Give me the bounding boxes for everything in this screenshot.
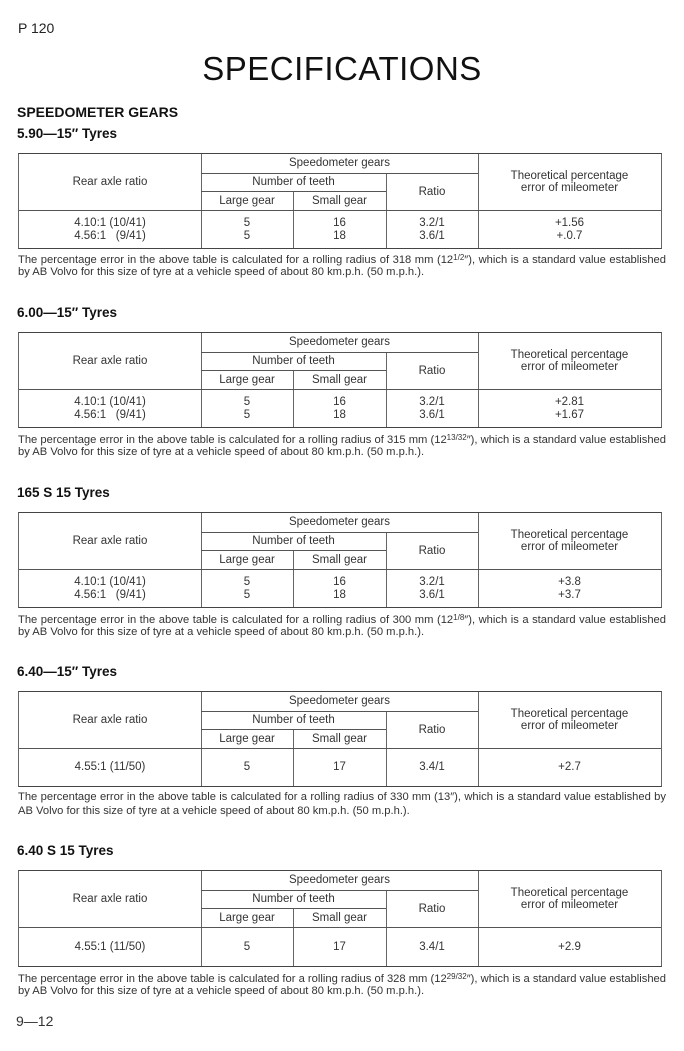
speedometer-gears-table (18, 153, 662, 249)
header-number-of-teeth: Number of teeth (252, 355, 335, 368)
tyre-size-heading: 6.40—15″ Tyres (17, 664, 118, 679)
header-number-of-teeth: Number of teeth (252, 176, 335, 189)
tyre-size-heading: 5.90—15″ Tyres (17, 126, 118, 141)
page-title: SPECIFICATIONS (202, 50, 482, 87)
header-large-gear: Large gear (219, 194, 275, 207)
cell-ratio: 3.4/1 (419, 940, 445, 953)
table-header (19, 871, 661, 928)
header-rear-axle-ratio: Rear axle ratio (72, 354, 148, 367)
cell-rear-axle-ratio: 4.10:1 (10/41) (74, 396, 146, 409)
footnote-text: The percentage error in the above table is calculated for a rolling radius of 330 mm (13″), which is a standard value established by AB Volvo for this size of tyre at a vehicle speed of about 80 km.p.h. (50 m.p.h.). (18, 791, 666, 817)
header-ratio: Ratio (418, 723, 446, 736)
header-large-gear: Large gear (219, 373, 275, 386)
footnote-text: The percentage error in the above table is calculated for a rolling radius of 328 mm (12 (18, 973, 447, 985)
table-body (19, 390, 661, 427)
speedometer-gears-table (18, 332, 662, 428)
cell-rear-axle-ratio-column (19, 390, 201, 427)
cell-small-gear-column (293, 570, 386, 607)
cell-ratio: 3.2/1 (419, 576, 445, 589)
cell-large-gear-column (201, 749, 293, 786)
header-small-gear: Small gear (312, 911, 367, 924)
header-small-gear: Small gear (312, 194, 367, 207)
footnote-text-end: ″), which is a standard value established by AB Volvo for this size of tyre at a vehicle speed of about 80 km.p.h. (50 m.p.h.). (18, 254, 666, 278)
cell-large-gear: 5 (243, 408, 251, 421)
cell-error-column (478, 390, 661, 427)
tyre-size-heading: 6.00—15″ Tyres (17, 305, 118, 320)
cell-large-gear-column (201, 211, 293, 248)
cell-ratio-column (386, 928, 478, 966)
cell-ratio-column (386, 390, 478, 427)
page-number: P 120 (18, 20, 55, 36)
cell-ratio-column (386, 749, 478, 786)
cell-rear-axle-ratio-column (19, 570, 201, 607)
header-theoretical-error (478, 333, 661, 389)
cell-error: +2.7 (558, 761, 581, 774)
speedometer-gears-table (18, 512, 662, 608)
header-theoretical-error-line2: error of mileometer (520, 361, 619, 373)
header-small-gear: Small gear (312, 553, 367, 566)
cell-ratio: 3.6/1 (419, 229, 445, 242)
cell-small-gear-column (293, 749, 386, 786)
cell-small-gear: 16 (333, 576, 346, 589)
cell-large-gear: 5 (243, 940, 251, 953)
cell-error: +2.81 (554, 396, 585, 409)
footnote-fraction: 13/32 (446, 433, 467, 442)
cell-rear-axle-ratio: 4.56:1 (9/41) (74, 229, 146, 242)
header-number-of-teeth: Number of teeth (252, 535, 335, 548)
table-body (19, 211, 661, 248)
cell-error: +.0.7 (556, 229, 583, 242)
table-body (19, 749, 661, 786)
header-theoretical-error-line1: Theoretical percentage (510, 886, 629, 899)
cell-large-gear: 5 (243, 396, 251, 409)
header-theoretical-error-line1: Theoretical percentage (510, 528, 629, 541)
cell-rear-axle-ratio: 4.56:1 (9/41) (74, 588, 146, 601)
header-theoretical-error (478, 154, 661, 210)
cell-error: +2.9 (558, 940, 581, 953)
cell-ratio: 3.6/1 (419, 588, 445, 601)
cell-rear-axle-ratio-column (19, 211, 201, 248)
cell-small-gear: 18 (333, 588, 346, 601)
header-large-gear: Large gear (219, 553, 275, 566)
cell-rear-axle-ratio-column (19, 928, 201, 966)
header-ratio: Ratio (418, 544, 446, 557)
header-speedometer-gears: Speedometer gears (288, 874, 390, 887)
cell-error: +3.8 (558, 576, 581, 589)
header-small-gear: Small gear (312, 732, 367, 745)
cell-error-column (478, 928, 661, 966)
cell-small-gear-column (293, 211, 386, 248)
header-theoretical-error (478, 692, 661, 748)
cell-large-gear: 5 (243, 588, 251, 601)
header-ratio: Ratio (418, 185, 446, 198)
table-footnote (18, 971, 666, 997)
tyre-size-heading: 6.40 S 15 Tyres (17, 843, 114, 858)
cell-ratio: 3.2/1 (419, 396, 445, 409)
footer-page-number: 9—12 (16, 1013, 54, 1029)
footnote-text: The percentage error in the above table is calculated for a rolling radius of 315 mm (12 (18, 434, 447, 446)
cell-rear-axle-ratio: 4.55:1 (11/50) (74, 940, 146, 953)
footnote-fraction: 1/8 (453, 613, 465, 622)
cell-rear-axle-ratio: 4.55:1 (11/50) (74, 761, 146, 774)
cell-small-gear: 16 (333, 217, 346, 230)
header-rear-axle-ratio: Rear axle ratio (72, 534, 148, 547)
table-footnote (18, 791, 666, 817)
header-large-gear: Large gear (219, 732, 275, 745)
footnote-text-end: ″), which is a standard value established by AB Volvo for this size of tyre at a vehicle speed of about 80 km.p.h. (50 m.p.h.). (18, 434, 667, 458)
cell-small-gear-column (293, 928, 386, 966)
table-header (19, 333, 661, 390)
header-ratio: Ratio (418, 902, 446, 915)
speedometer-gears-table (18, 870, 662, 967)
cell-error: +3.7 (558, 588, 581, 601)
cell-small-gear: 18 (333, 408, 346, 421)
cell-ratio: 3.2/1 (419, 217, 445, 230)
cell-ratio: 3.6/1 (419, 408, 445, 421)
table-header (19, 513, 661, 570)
table-body (19, 570, 661, 607)
header-number-of-teeth: Number of teeth (252, 893, 335, 906)
cell-large-gear-column (201, 390, 293, 427)
cell-small-gear: 17 (333, 940, 346, 953)
cell-ratio-column (386, 570, 478, 607)
header-theoretical-error-line2: error of mileometer (520, 720, 619, 732)
cell-rear-axle-ratio: 4.10:1 (10/41) (74, 217, 146, 230)
cell-error-column (478, 211, 661, 248)
table-header (19, 154, 661, 211)
cell-small-gear: 18 (333, 229, 346, 242)
footnote-text: The percentage error in the above table is calculated for a rolling radius of 318 mm (12 (18, 254, 454, 266)
header-theoretical-error-line2: error of mileometer (520, 899, 619, 911)
tyre-size-heading: 165 S 15 Tyres (17, 485, 110, 500)
header-speedometer-gears: Speedometer gears (288, 695, 390, 708)
cell-large-gear-column (201, 570, 293, 607)
cell-ratio-column (386, 211, 478, 248)
table-body (19, 928, 661, 966)
cell-small-gear: 16 (333, 396, 346, 409)
speedometer-gears-table (18, 691, 662, 787)
table-header (19, 692, 661, 749)
cell-small-gear-column (293, 390, 386, 427)
header-theoretical-error-line2: error of mileometer (520, 182, 619, 194)
cell-large-gear: 5 (243, 761, 251, 774)
header-small-gear: Small gear (312, 373, 367, 386)
footnote-text: The percentage error in the above table is calculated for a rolling radius of 300 mm (12 (18, 614, 454, 626)
header-theoretical-error-line2: error of mileometer (520, 541, 619, 553)
cell-large-gear: 5 (243, 217, 251, 230)
cell-ratio: 3.4/1 (419, 761, 445, 774)
cell-large-gear: 5 (243, 229, 251, 242)
cell-rear-axle-ratio: 4.56:1 (9/41) (74, 408, 146, 421)
table-footnote (18, 432, 666, 458)
header-theoretical-error-line1: Theoretical percentage (510, 707, 629, 720)
cell-error: +1.67 (554, 408, 585, 421)
header-ratio: Ratio (418, 364, 446, 377)
cell-large-gear: 5 (243, 576, 251, 589)
footnote-text-end: ″), which is a standard value established by AB Volvo for this size of tyre at a vehicle speed of about 80 km.p.h. (50 m.p.h.). (18, 973, 667, 997)
section-title: SPEEDOMETER GEARS (17, 104, 179, 120)
header-rear-axle-ratio: Rear axle ratio (72, 892, 148, 905)
footnote-fraction: 1/2 (453, 253, 465, 262)
header-large-gear: Large gear (219, 911, 275, 924)
header-theoretical-error-line1: Theoretical percentage (510, 169, 629, 182)
cell-rear-axle-ratio-column (19, 749, 201, 786)
header-speedometer-gears: Speedometer gears (288, 157, 390, 170)
cell-rear-axle-ratio: 4.10:1 (10/41) (74, 576, 146, 589)
footnote-text-end: ″), which is a standard value established by AB Volvo for this size of tyre at a vehicle speed of about 80 km.p.h. (50 m.p.h.). (18, 614, 666, 638)
header-theoretical-error (478, 513, 661, 569)
header-rear-axle-ratio: Rear axle ratio (72, 713, 148, 726)
cell-error-column (478, 749, 661, 786)
header-number-of-teeth: Number of teeth (252, 714, 335, 727)
footnote-fraction: 29/32 (446, 972, 467, 981)
cell-error: +1.56 (554, 217, 585, 230)
header-theoretical-error-line1: Theoretical percentage (510, 348, 629, 361)
cell-error-column (478, 570, 661, 607)
header-speedometer-gears: Speedometer gears (288, 336, 390, 349)
cell-large-gear-column (201, 928, 293, 966)
header-theoretical-error (478, 871, 661, 927)
table-footnote (18, 252, 666, 278)
header-rear-axle-ratio: Rear axle ratio (72, 175, 148, 188)
table-footnote (18, 612, 666, 638)
cell-small-gear: 17 (333, 761, 346, 774)
header-speedometer-gears: Speedometer gears (288, 516, 390, 529)
